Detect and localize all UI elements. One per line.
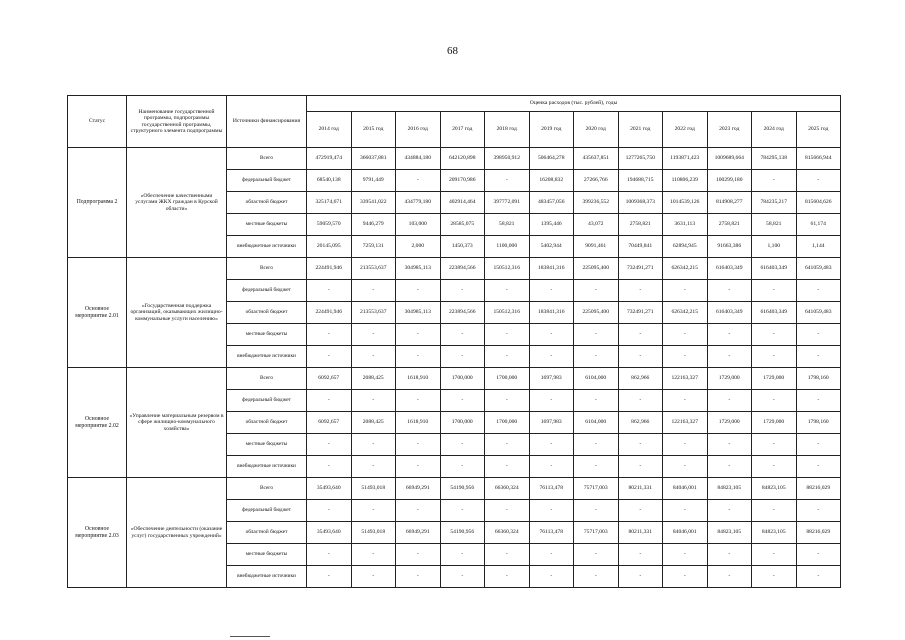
funding-source-cell: Всего <box>227 148 307 170</box>
value-cell: - <box>485 456 530 478</box>
value-cell: 339541,022 <box>351 192 396 214</box>
value-cell: 110806,239 <box>663 170 708 192</box>
value-cell: 213553,637 <box>351 302 396 324</box>
value-cell: - <box>663 434 708 456</box>
value-cell: - <box>351 544 396 566</box>
value-cell: - <box>307 390 352 412</box>
program-name-cell: «Обеспечение качественными услугами ЖКХ граждан в Курской области» <box>127 148 227 258</box>
value-cell: - <box>485 324 530 346</box>
value-cell: - <box>618 324 663 346</box>
value-cell: - <box>529 390 574 412</box>
value-cell: - <box>707 324 752 346</box>
value-cell: 84046,001 <box>663 522 708 544</box>
value-cell: - <box>663 390 708 412</box>
value-cell: 732491,271 <box>618 302 663 324</box>
value-cell: - <box>529 544 574 566</box>
value-cell: 84823,105 <box>707 478 752 500</box>
value-cell: 1798,160 <box>796 368 841 390</box>
budget-table <box>67 95 841 588</box>
value-cell: - <box>307 566 352 588</box>
funding-source-cell: местные бюджеты <box>227 434 307 456</box>
value-cell: - <box>351 456 396 478</box>
funding-source-cell: внебюджетные источники <box>227 236 307 258</box>
value-cell: 68540,138 <box>307 170 352 192</box>
value-cell: - <box>796 566 841 588</box>
value-cell: 54190,956 <box>440 478 485 500</box>
value-cell: 43,072 <box>574 214 619 236</box>
value-cell: - <box>574 544 619 566</box>
header-year: 2022 год <box>663 112 708 148</box>
table-row <box>68 368 841 390</box>
value-cell: 1700,000 <box>485 412 530 434</box>
value-cell: 122163,327 <box>663 412 708 434</box>
value-cell: - <box>752 434 797 456</box>
value-cell: 150512,316 <box>485 302 530 324</box>
value-cell: - <box>485 170 530 192</box>
value-cell: 1729,000 <box>752 412 797 434</box>
value-cell: - <box>485 390 530 412</box>
header-year: 2025 год <box>796 112 841 148</box>
value-cell: - <box>396 500 441 522</box>
value-cell: - <box>485 434 530 456</box>
value-cell: 1450,373 <box>440 236 485 258</box>
value-cell: - <box>307 324 352 346</box>
value-cell: - <box>796 500 841 522</box>
value-cell: 223894,566 <box>440 302 485 324</box>
value-cell: - <box>618 500 663 522</box>
value-cell: - <box>618 346 663 368</box>
footer-divider <box>230 636 270 637</box>
funding-source-cell: Всего <box>227 478 307 500</box>
value-cell: 1729,000 <box>752 368 797 390</box>
header-name: Наименование государственной программы, подпрограммы государственной программы, структурного элемента подпрограммы <box>127 96 227 148</box>
value-cell: 66949,291 <box>396 478 441 500</box>
value-cell: 366037,881 <box>351 148 396 170</box>
value-cell: - <box>663 456 708 478</box>
value-cell: 213553,637 <box>351 258 396 280</box>
value-cell: - <box>529 280 574 302</box>
funding-source-cell: Всего <box>227 368 307 390</box>
funding-source-cell: областной бюджет <box>227 192 307 214</box>
value-cell: - <box>307 544 352 566</box>
value-cell: 1700,000 <box>440 368 485 390</box>
value-cell: - <box>485 280 530 302</box>
value-cell: 9446,279 <box>351 214 396 236</box>
value-cell: 91663,386 <box>707 236 752 258</box>
value-cell: - <box>440 390 485 412</box>
value-cell: 2088,425 <box>351 412 396 434</box>
value-cell: - <box>529 324 574 346</box>
value-cell: 1729,000 <box>707 412 752 434</box>
value-cell: 325174,671 <box>307 192 352 214</box>
header-year: 2018 год <box>485 112 530 148</box>
value-cell: 66360,324 <box>485 478 530 500</box>
value-cell: 84823,105 <box>752 522 797 544</box>
funding-source-cell: внебюджетные источники <box>227 346 307 368</box>
value-cell: - <box>796 544 841 566</box>
value-cell: - <box>618 390 663 412</box>
value-cell: 304985,113 <box>396 258 441 280</box>
value-cell: 1100,000 <box>485 236 530 258</box>
program-name-cell: «Государственная поддержка организаций, оказывающих жилищно-коммунальные услуги населению» <box>127 258 227 368</box>
header-estimate: Оценка расходов (тыс. рублей), годы <box>307 96 841 112</box>
value-cell: - <box>618 544 663 566</box>
value-cell: 1700,000 <box>485 368 530 390</box>
value-cell: 616403,349 <box>707 258 752 280</box>
value-cell: 122163,327 <box>663 368 708 390</box>
status-cell: Основное мероприятие 2.02 <box>68 368 127 478</box>
value-cell: - <box>663 346 708 368</box>
program-name-cell: «Обеспечение деятельности (оказание услуг) государственных учреждений» <box>127 478 227 588</box>
value-cell: - <box>707 390 752 412</box>
value-cell: 1618,910 <box>396 412 441 434</box>
header-year: 2019 год <box>529 112 574 148</box>
value-cell: 76113,478 <box>529 522 574 544</box>
value-cell: 862,966 <box>618 368 663 390</box>
value-cell: - <box>396 544 441 566</box>
value-cell: - <box>752 280 797 302</box>
funding-source-cell: федеральный бюджет <box>227 170 307 192</box>
value-cell: 784295,138 <box>752 148 797 170</box>
value-cell: 59059,570 <box>307 214 352 236</box>
value-cell: - <box>618 566 663 588</box>
value-cell: - <box>440 566 485 588</box>
value-cell: 6104,000 <box>574 412 619 434</box>
value-cell: - <box>396 324 441 346</box>
value-cell: - <box>440 280 485 302</box>
value-cell: 1,100 <box>752 236 797 258</box>
header-row <box>68 96 841 112</box>
table-row <box>68 258 841 280</box>
value-cell: - <box>752 566 797 588</box>
value-cell: 35493,640 <box>307 478 352 500</box>
value-cell: - <box>707 566 752 588</box>
value-cell: - <box>574 280 619 302</box>
value-cell: - <box>618 456 663 478</box>
funding-source-cell: внебюджетные источники <box>227 456 307 478</box>
value-cell: - <box>351 500 396 522</box>
header-year: 2020 год <box>574 112 619 148</box>
value-cell: - <box>752 456 797 478</box>
header-year: 2016 год <box>396 112 441 148</box>
value-cell: 6092,657 <box>307 368 352 390</box>
value-cell: - <box>396 390 441 412</box>
value-cell: 626342,215 <box>663 302 708 324</box>
value-cell: 27266,766 <box>574 170 619 192</box>
funding-source-cell: местные бюджеты <box>227 214 307 236</box>
value-cell: - <box>440 434 485 456</box>
funding-source-cell: областной бюджет <box>227 412 307 434</box>
value-cell: - <box>440 456 485 478</box>
value-cell: - <box>396 456 441 478</box>
value-cell: 9091,461 <box>574 236 619 258</box>
value-cell: - <box>752 544 797 566</box>
value-cell: 1697,983 <box>529 412 574 434</box>
value-cell: 616403,349 <box>752 258 797 280</box>
value-cell: 641059,483 <box>796 258 841 280</box>
header-year: 2023 год <box>707 112 752 148</box>
value-cell: - <box>752 324 797 346</box>
value-cell: - <box>529 566 574 588</box>
value-cell: - <box>396 346 441 368</box>
value-cell: 88216,029 <box>796 522 841 544</box>
value-cell: 616403,349 <box>752 302 797 324</box>
value-cell: - <box>752 170 797 192</box>
value-cell: - <box>796 346 841 368</box>
value-cell: 2,000 <box>396 236 441 258</box>
value-cell: 62894,945 <box>663 236 708 258</box>
value-cell: - <box>485 346 530 368</box>
value-cell: 66949,291 <box>396 522 441 544</box>
value-cell: 7259,131 <box>351 236 396 258</box>
header-source: Источники финансирования <box>227 96 307 148</box>
value-cell: 88216,029 <box>796 478 841 500</box>
value-cell: 225095,400 <box>574 258 619 280</box>
value-cell: - <box>663 544 708 566</box>
value-cell: 815666,944 <box>796 148 841 170</box>
value-cell: - <box>440 500 485 522</box>
header-year: 2015 год <box>351 112 396 148</box>
value-cell: 434884,180 <box>396 148 441 170</box>
value-cell: 58,821 <box>752 214 797 236</box>
value-cell: - <box>663 324 708 346</box>
value-cell: 472919,474 <box>307 148 352 170</box>
value-cell: - <box>485 544 530 566</box>
value-cell: 2088,425 <box>351 368 396 390</box>
funding-source-cell: областной бюджет <box>227 522 307 544</box>
funding-source-cell: местные бюджеты <box>227 324 307 346</box>
value-cell: - <box>796 434 841 456</box>
value-cell: 80211,331 <box>618 478 663 500</box>
value-cell: 20145,095 <box>307 236 352 258</box>
value-cell: - <box>796 324 841 346</box>
value-cell: - <box>485 500 530 522</box>
value-cell: 5402,944 <box>529 236 574 258</box>
value-cell: 51493,018 <box>351 478 396 500</box>
header-year: 2017 год <box>440 112 485 148</box>
value-cell: 641059,483 <box>796 302 841 324</box>
value-cell: - <box>307 346 352 368</box>
value-cell: - <box>574 456 619 478</box>
status-cell: Подпрограмма 2 <box>68 148 127 258</box>
value-cell: 732491,271 <box>618 258 663 280</box>
value-cell: - <box>707 346 752 368</box>
value-cell: 784235,217 <box>752 192 797 214</box>
funding-source-cell: федеральный бюджет <box>227 280 307 302</box>
header-year: 2021 год <box>618 112 663 148</box>
value-cell: - <box>707 544 752 566</box>
value-cell: - <box>796 170 841 192</box>
value-cell: 6092,657 <box>307 412 352 434</box>
value-cell: - <box>663 280 708 302</box>
value-cell: - <box>707 280 752 302</box>
value-cell: - <box>529 346 574 368</box>
value-cell: 100299,180 <box>707 170 752 192</box>
value-cell: 435637,851 <box>574 148 619 170</box>
value-cell: 1697,983 <box>529 368 574 390</box>
value-cell: 397772,091 <box>485 192 530 214</box>
value-cell: 616403,349 <box>707 302 752 324</box>
value-cell: 84823,105 <box>752 478 797 500</box>
value-cell: 224491,946 <box>307 258 352 280</box>
header-year: 2024 год <box>752 112 797 148</box>
value-cell: - <box>752 500 797 522</box>
value-cell: - <box>351 324 396 346</box>
value-cell: 1798,160 <box>796 412 841 434</box>
value-cell: 183841,316 <box>529 302 574 324</box>
value-cell: - <box>574 346 619 368</box>
value-cell: 223894,566 <box>440 258 485 280</box>
value-cell: 483457,056 <box>529 192 574 214</box>
value-cell: 150512,316 <box>485 258 530 280</box>
value-cell: 399236,552 <box>574 192 619 214</box>
funding-source-cell: областной бюджет <box>227 302 307 324</box>
value-cell: - <box>796 280 841 302</box>
funding-source-cell: Всего <box>227 258 307 280</box>
value-cell: - <box>485 566 530 588</box>
table-row <box>68 148 841 170</box>
value-cell: - <box>752 390 797 412</box>
value-cell: 51493,018 <box>351 522 396 544</box>
value-cell: 402914,464 <box>440 192 485 214</box>
value-cell: 225095,400 <box>574 302 619 324</box>
value-cell: - <box>440 544 485 566</box>
value-cell: - <box>707 434 752 456</box>
value-cell: - <box>351 434 396 456</box>
value-cell: - <box>307 500 352 522</box>
value-cell: 61,174 <box>796 214 841 236</box>
value-cell: - <box>574 566 619 588</box>
value-cell: 84823,105 <box>707 522 752 544</box>
value-cell: - <box>752 346 797 368</box>
value-cell: 1193871,423 <box>663 148 708 170</box>
value-cell: 506464,278 <box>529 148 574 170</box>
value-cell: - <box>396 280 441 302</box>
value-cell: 1395,446 <box>529 214 574 236</box>
value-cell: 1618,910 <box>396 368 441 390</box>
value-cell: 75717,003 <box>574 478 619 500</box>
value-cell: 1,144 <box>796 236 841 258</box>
value-cell: 58,821 <box>485 214 530 236</box>
funding-source-cell: федеральный бюджет <box>227 390 307 412</box>
value-cell: 1700,000 <box>440 412 485 434</box>
status-cell: Основное мероприятие 2.01 <box>68 258 127 368</box>
value-cell: 16208,832 <box>529 170 574 192</box>
value-cell: 1729,000 <box>707 368 752 390</box>
value-cell: 398950,912 <box>485 148 530 170</box>
value-cell: 304985,113 <box>396 302 441 324</box>
value-cell: - <box>307 456 352 478</box>
value-cell: - <box>351 280 396 302</box>
value-cell: 3631,113 <box>663 214 708 236</box>
value-cell: 209170,986 <box>440 170 485 192</box>
value-cell: 626342,215 <box>663 258 708 280</box>
value-cell: 1009689,664 <box>707 148 752 170</box>
value-cell: - <box>574 434 619 456</box>
value-cell: 70449,841 <box>618 236 663 258</box>
value-cell: - <box>351 346 396 368</box>
value-cell: - <box>663 500 708 522</box>
value-cell: 76113,478 <box>529 478 574 500</box>
value-cell: 862,966 <box>618 412 663 434</box>
value-cell: - <box>396 434 441 456</box>
funding-source-cell: внебюджетные источники <box>227 566 307 588</box>
value-cell: 194688,715 <box>618 170 663 192</box>
value-cell: 224491,946 <box>307 302 352 324</box>
value-cell: 9791,449 <box>351 170 396 192</box>
value-cell: 6104,000 <box>574 368 619 390</box>
value-cell: - <box>707 456 752 478</box>
value-cell: - <box>529 500 574 522</box>
value-cell: - <box>707 500 752 522</box>
value-cell: - <box>351 390 396 412</box>
value-cell: - <box>663 566 708 588</box>
page-number: 68 <box>447 45 458 57</box>
value-cell: 35493,640 <box>307 522 352 544</box>
value-cell: 103,000 <box>396 214 441 236</box>
value-cell: 2758,821 <box>618 214 663 236</box>
value-cell: 1014539,126 <box>663 192 708 214</box>
value-cell: - <box>396 566 441 588</box>
value-cell: 814908,277 <box>707 192 752 214</box>
value-cell: 2758,821 <box>707 214 752 236</box>
value-cell: 434779,180 <box>396 192 441 214</box>
value-cell: - <box>440 346 485 368</box>
value-cell: - <box>440 324 485 346</box>
value-cell: 75717,003 <box>574 522 619 544</box>
value-cell: - <box>574 324 619 346</box>
value-cell: - <box>618 434 663 456</box>
value-cell: - <box>529 456 574 478</box>
value-cell: 84046,001 <box>663 478 708 500</box>
value-cell: - <box>351 566 396 588</box>
value-cell: 66360,324 <box>485 522 530 544</box>
header-status: Статус <box>68 96 127 148</box>
value-cell: - <box>529 434 574 456</box>
value-cell: 1277265,750 <box>618 148 663 170</box>
table-row <box>68 478 841 500</box>
table-body <box>68 148 841 588</box>
value-cell: 642120,898 <box>440 148 485 170</box>
header-year: 2014 год <box>307 112 352 148</box>
program-name-cell: «Управление материальным резервом в сфере жилищно-коммунального хозяйства» <box>127 368 227 478</box>
value-cell: - <box>796 390 841 412</box>
value-cell: - <box>618 280 663 302</box>
value-cell: - <box>396 170 441 192</box>
status-cell: Основное мероприятие 2.03 <box>68 478 127 588</box>
value-cell: - <box>307 280 352 302</box>
value-cell: 1009368,373 <box>618 192 663 214</box>
value-cell: - <box>574 500 619 522</box>
value-cell: - <box>574 390 619 412</box>
value-cell: 54190,956 <box>440 522 485 544</box>
value-cell: 28585,075 <box>440 214 485 236</box>
value-cell: 183841,316 <box>529 258 574 280</box>
value-cell: 815604,626 <box>796 192 841 214</box>
funding-source-cell: местные бюджеты <box>227 544 307 566</box>
funding-source-cell: федеральный бюджет <box>227 500 307 522</box>
value-cell: - <box>307 434 352 456</box>
value-cell: 80211,331 <box>618 522 663 544</box>
value-cell: - <box>796 456 841 478</box>
